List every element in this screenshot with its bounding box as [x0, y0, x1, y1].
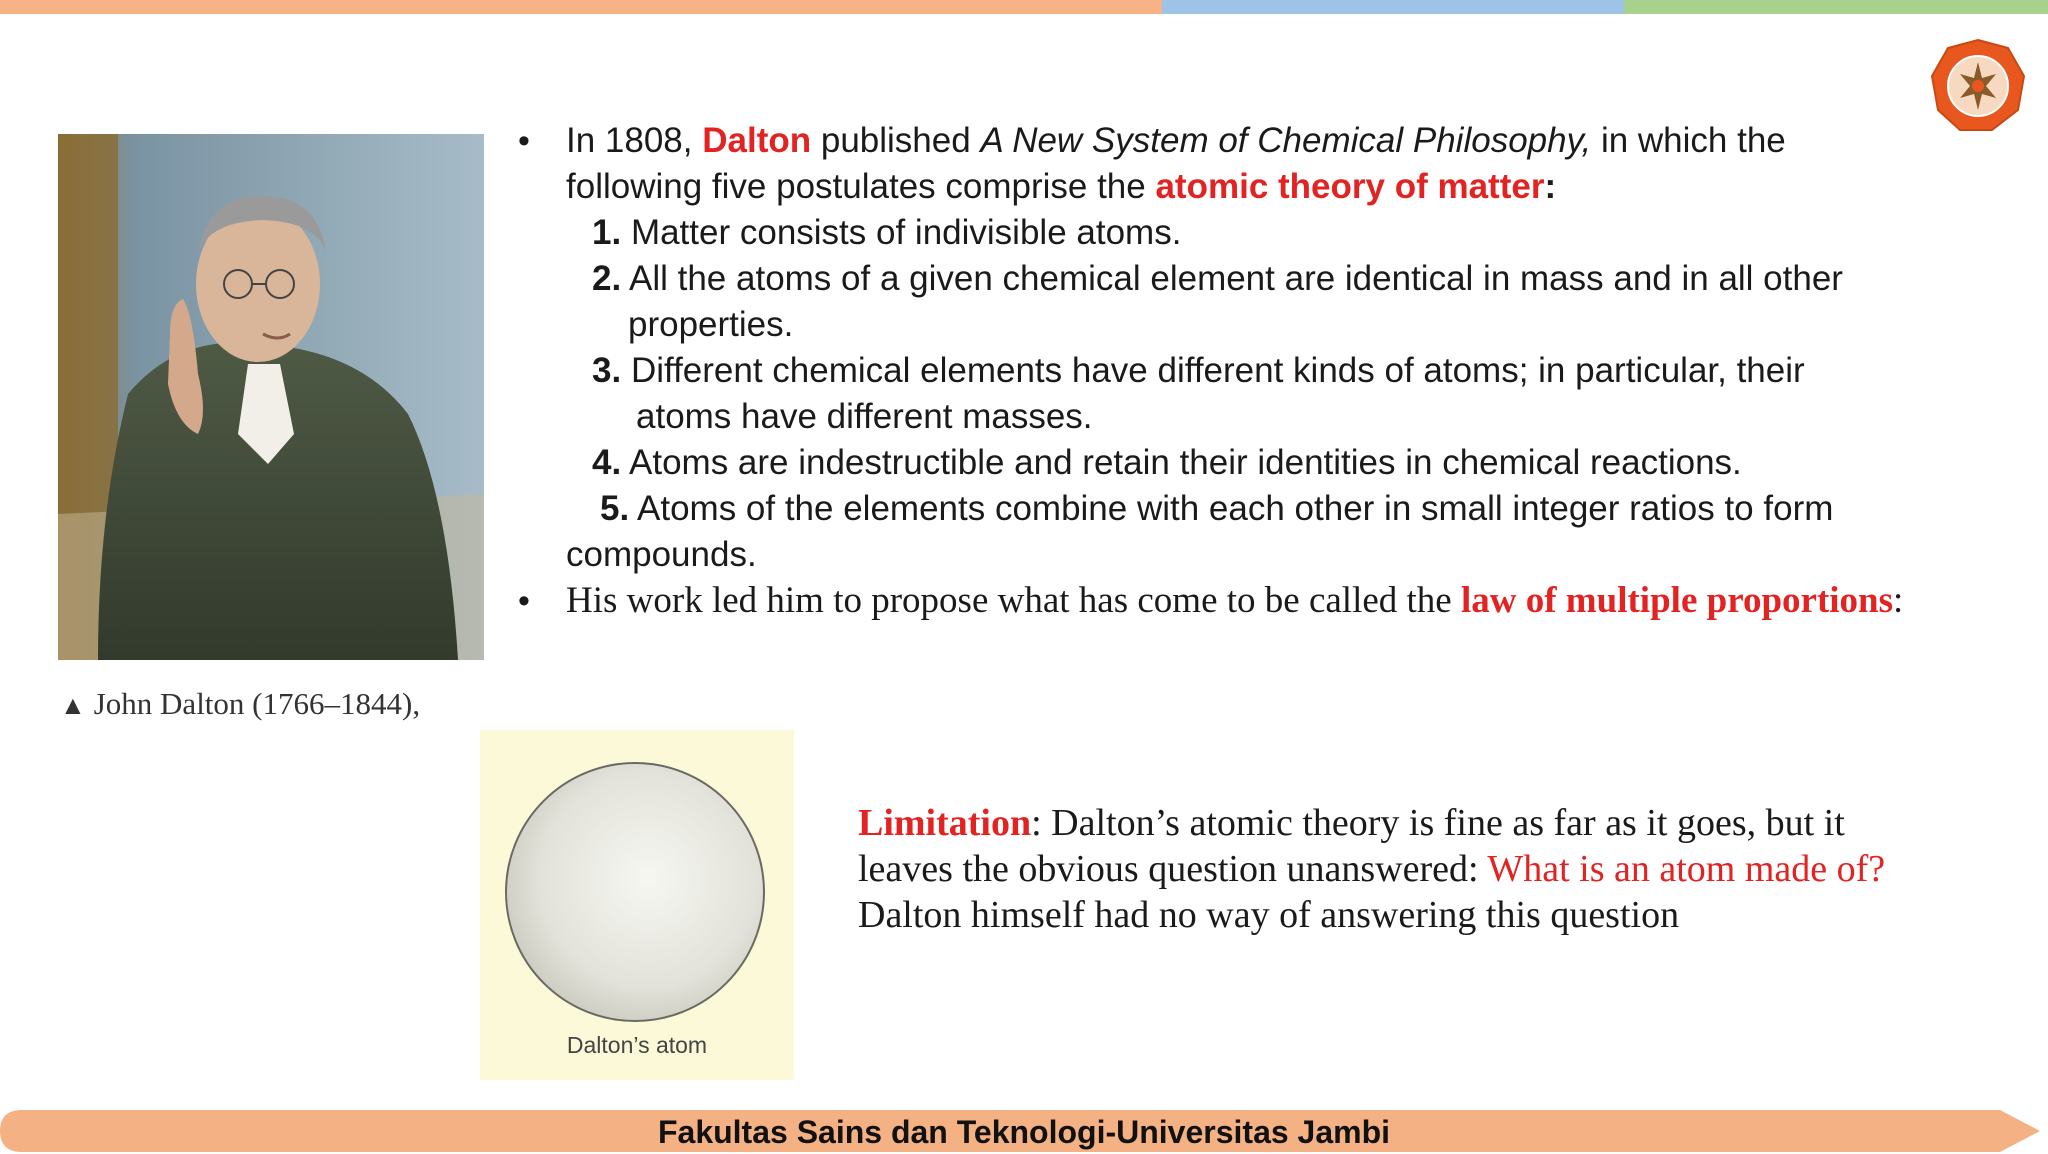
- accent-orange-segment: [0, 0, 1162, 14]
- postulate-text: Atoms of the elements combine with each other in small integer ratios to form: [637, 489, 1834, 528]
- bullet-dot-icon: •: [518, 122, 530, 160]
- postulate-4: [566, 440, 1910, 486]
- bullet-law-multiple-proportions: [510, 578, 1910, 624]
- postulate-2: [566, 256, 1910, 302]
- bullet1-text-post: in which the following five postulates comprise the: [566, 121, 1786, 206]
- bullet1-text-mid: published: [811, 121, 981, 160]
- postulate-text: Matter consists of indivisible atoms.: [630, 213, 1182, 252]
- bullet1-dalton-highlight: Dalton: [702, 121, 812, 160]
- dalton-atom-figure: [480, 730, 794, 1080]
- postulate-number: 1.: [592, 213, 622, 252]
- limitation-text-2: Dalton himself had no way of answering this question: [858, 894, 1680, 936]
- postulate-3: [566, 348, 1910, 394]
- postulate-text: Atoms are indestructible and retain their identities in chemical reactions.: [629, 443, 1742, 482]
- caption-text: John Dalton (1766–1844),: [93, 686, 421, 721]
- top-accent-bar: [0, 0, 2048, 14]
- limitation-text-1: : Dalton’s atomic theory is fine as far as it goes, but it leaves the obvious question unanswered:: [858, 802, 1845, 890]
- postulate-number: 2.: [592, 259, 622, 298]
- bullet2-text-pre: His work led him to propose what has come to be called the: [566, 580, 1461, 621]
- postulate-5: [566, 486, 1910, 532]
- bullet2-law-highlight: law of multiple proportions: [1460, 580, 1894, 621]
- postulate-text: All the atoms of a given chemical element are identical in mass and in all other: [629, 259, 1843, 298]
- atom-label: Dalton’s atom: [566, 1032, 708, 1058]
- postulate-3-continued: atoms have different masses.: [636, 397, 1093, 436]
- postulate-number: 3.: [592, 351, 622, 390]
- accent-blue-segment: [1162, 0, 1624, 14]
- limitation-label: Limitation: [858, 802, 1032, 844]
- university-logo-icon: [1930, 38, 2026, 134]
- postulate-number: 5.: [600, 489, 630, 528]
- limitation-paragraph: [858, 800, 1918, 938]
- footer-text: Fakultas Sains dan Teknologi-Universitas Jambi: [657, 1114, 1391, 1150]
- bullet1-text-pre: In 1808,: [566, 121, 703, 160]
- bullet-dalton-postulates: [510, 118, 1910, 578]
- atom-sphere-icon: [480, 730, 794, 1030]
- bullet1-theory-highlight: atomic theory of matter: [1155, 167, 1545, 206]
- limitation-question: What is an atom made of?: [1487, 848, 1886, 890]
- accent-green-segment: [1624, 0, 2048, 14]
- bullet1-colon: :: [1544, 167, 1557, 206]
- postulate-2-continued: properties.: [628, 305, 794, 344]
- postulate-text: Different chemical elements have different kinds of atoms; in particular, their: [630, 351, 1805, 390]
- postulate-number: 4.: [592, 443, 622, 482]
- portrait-caption: [60, 686, 420, 722]
- caption-triangle-icon: ▲: [60, 691, 86, 720]
- main-content: [510, 118, 1910, 624]
- postulate-5-continued: compounds.: [566, 535, 757, 574]
- john-dalton-portrait: [58, 134, 484, 660]
- bullet1-book-title: A New System of Chemical Philosophy,: [980, 121, 1592, 160]
- bullet2-colon: :: [1893, 580, 1904, 621]
- postulate-1: [566, 210, 1910, 256]
- bullet-dot-icon: •: [518, 582, 530, 620]
